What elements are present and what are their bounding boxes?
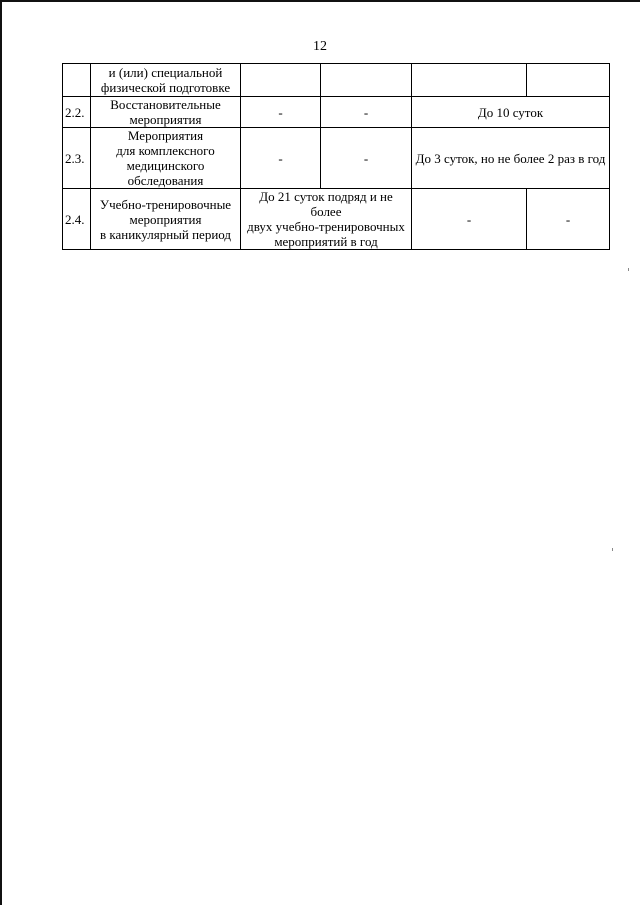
scan-speck (628, 268, 629, 271)
activity-cell: и (или) специальной физической подготовке (91, 64, 241, 97)
table-row (63, 128, 610, 189)
merged-value-cell: До 3 суток, но не более 2 раз в год (412, 128, 610, 189)
activity-cell: Учебно-тренировочные мероприятия в каникулярный период (91, 189, 241, 250)
merged-value-cell: До 21 суток подряд и не более двух учебно-тренировочных мероприятий в год (241, 189, 412, 250)
value-cell: - (527, 189, 610, 250)
value-cell: - (241, 128, 321, 189)
page-top-edge (0, 0, 640, 2)
value-cell (321, 64, 412, 97)
table-row (63, 64, 610, 97)
page-left-edge (0, 0, 2, 905)
row-number-cell: 2.2. (63, 97, 91, 128)
table-row (63, 189, 610, 250)
scan-speck (612, 548, 613, 551)
value-cell: - (241, 97, 321, 128)
value-cell: - (321, 97, 412, 128)
value-cell (527, 64, 610, 97)
value-cell: - (321, 128, 412, 189)
page-number: 12 (313, 39, 327, 54)
table-row (63, 97, 610, 128)
merged-value-cell: До 10 суток (412, 97, 610, 128)
value-cell (241, 64, 321, 97)
activity-cell: Мероприятия для комплексного медицинского обследования (91, 128, 241, 189)
row-number-cell (63, 64, 91, 97)
value-cell: - (412, 189, 527, 250)
activity-cell: Восстановительные мероприятия (91, 97, 241, 128)
row-number-cell: 2.3. (63, 128, 91, 189)
row-number-cell: 2.4. (63, 189, 91, 250)
regulation-table (62, 63, 610, 250)
value-cell (412, 64, 527, 97)
